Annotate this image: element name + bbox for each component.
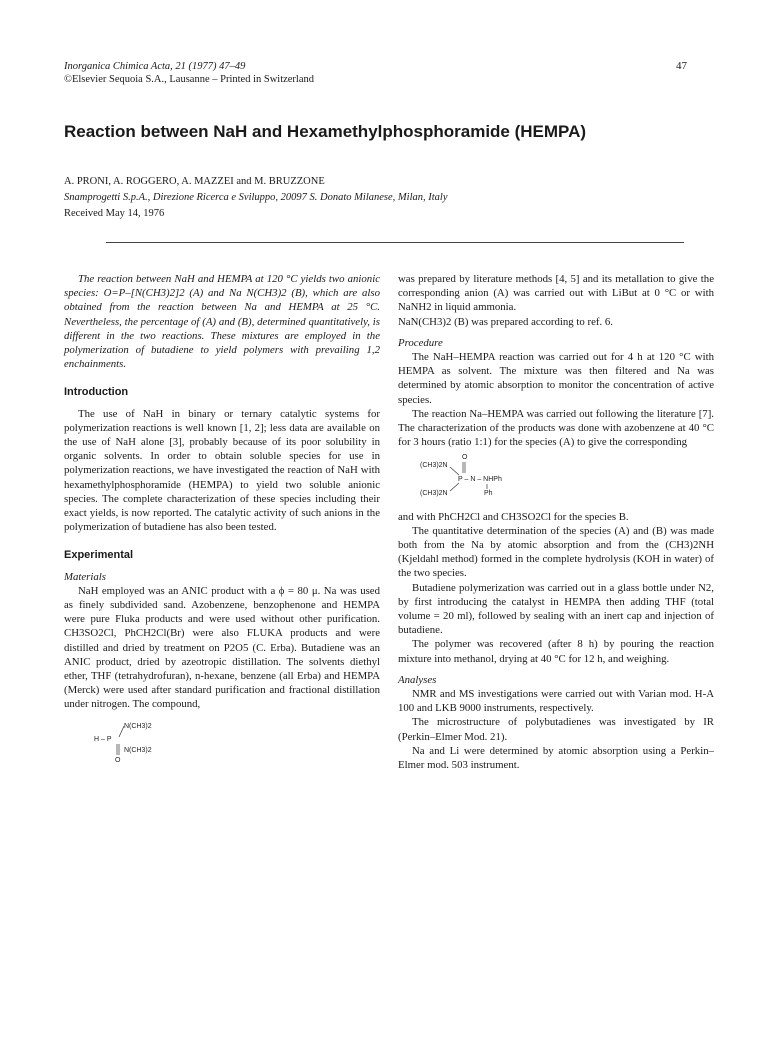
compound1-oxygen: O	[115, 756, 121, 764]
analyses-text-2: The microstructure of polybutadienes was investigated by IR (Perkin–Elmer Mod. 21).	[398, 716, 714, 743]
procedure-text-6: The polymer was recovered (after 8 h) by pouring the reaction mixture into methanol, drying at 40 °C for 12 h, and weighing.	[398, 638, 714, 665]
bond-line	[450, 483, 459, 491]
compound2-p-line: P – N – NHPh	[458, 476, 502, 484]
authors: A. PRONI, A. ROGGERO, A. MAZZEI and M. BRUZZONE	[64, 176, 325, 187]
materials-text: NaH employed was an ANIC product with a ϕ = 80 μ. Na was used as finely subdivided sand. Azobenzene, benzophenone and HEMPA were pure Fluka products and were used without other purification. CH3SO2Cl, PhCH2Cl(Br) were also FLUKA products and were distilled and dried by treatment on P2O5 (C. Erba). Butadiene was an ANIC product, dried by azeotropic distillation. The solvents diethyl ether, THF (tetrahydrofuran), n-hexane, benzene (all Erba) and HEMPA (Merck) were used after standard purification and fractional distillation under nitrogen. The compound,	[64, 584, 380, 711]
procedure-text-1: The NaH–HEMPA reaction was carried out for 4 h at 120 °C with HEMPA as solvent. The mixture was then filtered and Na was determined by atomic absorption to monitor the concentration of active species.	[398, 351, 714, 406]
analyses-text-1: NMR and MS investigations were carried out with Varian mod. H-A 100 and LKB 9000 instruments, respectively.	[398, 688, 714, 715]
abstract: The reaction between NaH and HEMPA at 120 °C yields two anionic species: O=P–[N(CH3)2]2 (A) and Na N(CH3)2 (B), which are also obtained from the reaction between Na and HEMPA at 25 °C. Nevertheless, the percentage of (A) and (B), determined quantitatively, is different in the two reactions. These mixtures are employed in the polymerization of butadiene to yield polymers with prevailing 1,2 enchainments.	[64, 273, 380, 371]
procedure-text-3: and with PhCH2Cl and CH3SO2Cl for the species B.	[398, 510, 629, 523]
compound2-ph: Ph	[484, 490, 493, 498]
procedure-text-4: The quantitative determination of the species (A) and (B) was made both from the Na by atomic absorption and from the (CH3)2NH (Kjeldahl method) formed in the complete hydrolysis (KOH in water) of the two species.	[398, 524, 714, 580]
received-date: Received May 14, 1976	[64, 208, 165, 219]
header-divider	[106, 242, 684, 243]
analyses-heading: Analyses	[398, 673, 437, 686]
page-number: 47	[676, 60, 687, 72]
compound2-n-top: (CH3)2N	[420, 462, 448, 470]
paper-title: Reaction between NaH and Hexamethylphosphoramide (HEMPA)	[64, 122, 587, 141]
compound1-n-bottom: N(CH3)2	[124, 746, 152, 754]
procedure-text-5: Butadiene polymerization was carried out in a glass bottle under N2, by first introducing the catalyst in HEMPA then adding THF (total volume = 20 ml), followed by sealing with an inert cap and injection of butadiene.	[398, 581, 714, 637]
compound1-h-p: H – P	[94, 735, 112, 743]
compound1-n-top: N(CH3)2	[124, 722, 152, 730]
journal-info	[64, 60, 314, 86]
introduction-text: The use of NaH in binary or ternary catalytic systems for polymerization reactions is well known [1, 2]; less data are available on the use of NaH alone [3], probably because of its poor solubility in organic solvents. In order to obtain soluble species for use in polymerization reactions, we have investigated the reaction of NaH with hexamethylphosphoramide (HEMPA) to yield two soluble anionic species. The complete characterization of these species including their exact yields, is now reported. The catalytic activity of such anions in the polymerization of butadiene has also been tested.	[64, 407, 380, 534]
bond-line	[450, 467, 459, 475]
procedure-text-2: The reaction Na–HEMPA was carried out following the literature [7]. The characterization of the products was done with azobenzene at 40 °C for 3 hours (ratio 1:1) for the species (A) to give the corresponding	[398, 407, 714, 449]
affiliation: Snamprogetti S.p.A., Direzione Ricerca e Sviluppo, 20097 S. Donato Milanese, Milan, Italy	[64, 192, 448, 203]
materials-heading: Materials	[64, 570, 106, 583]
experimental-heading: Experimental	[64, 549, 134, 562]
nan-text: NaN(CH3)2 (B) was prepared according to ref. 6.	[398, 315, 613, 328]
compound-structure-1	[64, 712, 380, 768]
bond-line	[119, 726, 124, 737]
procedure-heading: Procedure	[398, 336, 443, 349]
continued-text: was prepared by literature methods [4, 5] and its metallation to give the corresponding anion (A) was carried out with LiBut at 0 °C or with NaNH2 in liquid ammonia.	[398, 273, 714, 314]
compound2-oxygen: O	[462, 454, 468, 462]
publisher-line: ©Elsevier Sequoia S.A., Lausanne – Printed in Switzerland	[64, 74, 315, 85]
left-column	[64, 272, 380, 772]
analyses-text-3: Na and Li were determined by atomic absorption using a Perkin–Elmer mod. 503 instrument.	[398, 744, 714, 772]
compound-structure-2	[398, 449, 714, 505]
right-column	[398, 272, 714, 772]
compound2-n-bottom: (CH3)2N	[420, 490, 448, 498]
journal-citation: Inorganica Chimica Acta, 21 (1977) 47–49	[64, 61, 246, 72]
introduction-heading: Introduction	[64, 386, 129, 399]
